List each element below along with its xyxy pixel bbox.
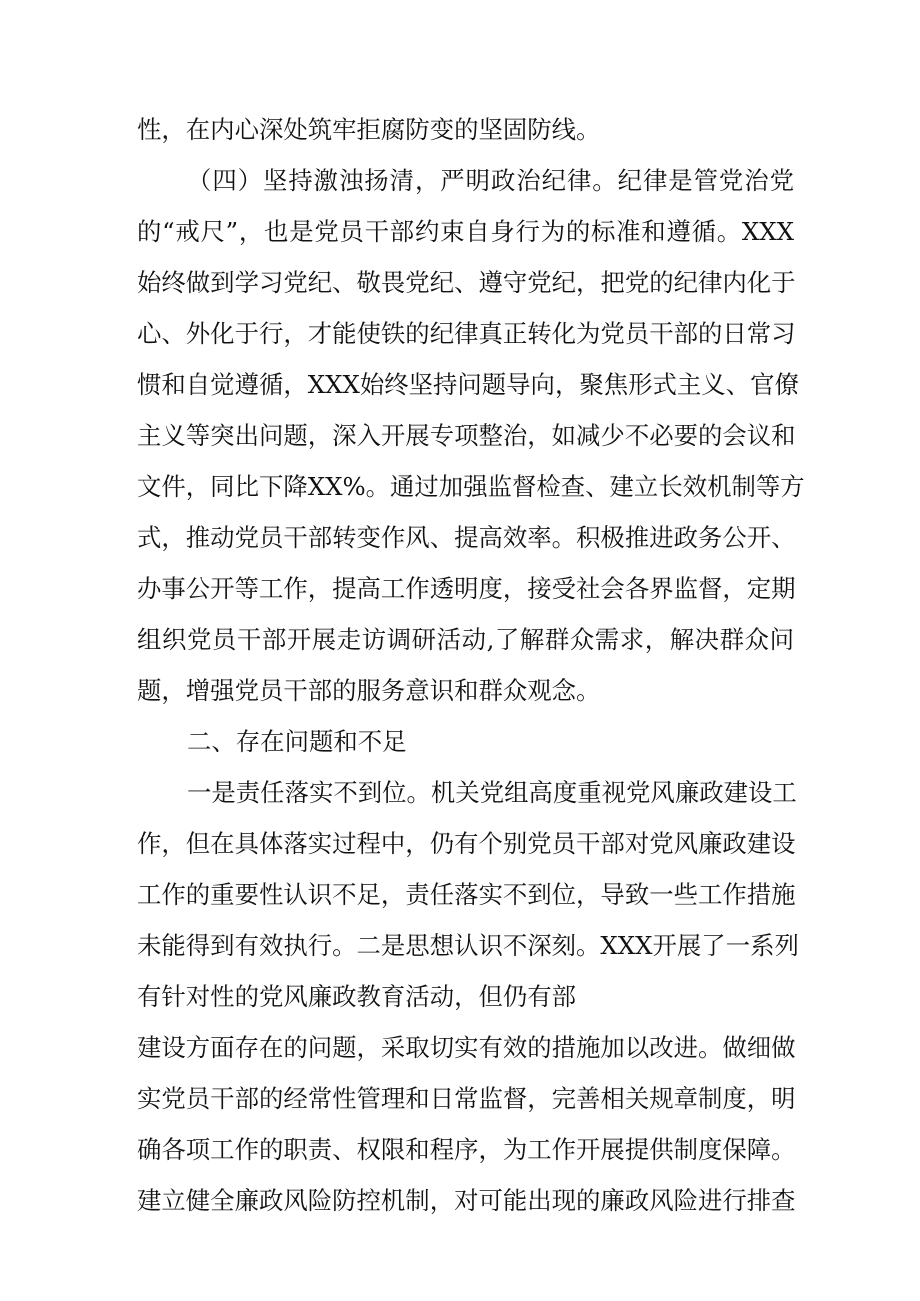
paragraph-line: 性，在内心深处筑牢拒腐防变的坚固防线。 [137,115,601,144]
paragraph-line: 工作的重要性认识不足，责任落实不到位，导致一些工作措施 [137,880,796,909]
paragraph-line: 实党员干部的经常性管理和日常监督，完善相关规章制度，明 [137,1084,796,1113]
paragraph-line: 建设方面存在的问题，采取切实有效的措施加以改进。做细做 [137,1033,796,1062]
paragraph-line: 始终做到学习党纪、敬畏党纪、遵守党纪，把党的纪律内化于 [137,268,796,297]
paragraph-line: 办事公开等工作，提高工作透明度，接受社会各界监督，定期 [137,574,796,603]
paragraph-line: 一是责任落实不到位。机关党组高度重视党风廉政建设工 [187,778,797,807]
paragraph-line: （四）坚持激浊扬清，严明政治纪律。纪律是管党治党 [187,166,794,195]
section-heading: 二、存在问题和不足 [187,727,407,756]
paragraph-line: 的“戒尺”，也是党员干部约束自身行为的标准和遵循。XXX [137,217,794,246]
paragraph-line: 心、外化于行，才能使铁的纪律真正转化为党员干部的日常习 [137,319,796,348]
paragraph-line: 文件，同比下降XX%。通过加强监督检查、建立长效机制等方 [137,472,805,501]
paragraph-line: 组织党员干部开展走访调研活动,了解群众需求，解决群众问 [137,625,794,654]
paragraph-line: 主义等突出问题，深入开展专项整治，如减少不必要的会议和 [137,421,796,450]
paragraph-line: 有针对性的党风廉政教育活动，但仍有部 [137,982,577,1011]
paragraph-line: 惯和自觉遵循，XXX始终坚持问题导向，聚焦形式主义、官僚 [137,370,799,399]
paragraph-line: 式，推动党员干部转变作风、提高效率。积极推进政务公开、 [137,523,796,552]
paragraph-line: 未能得到有效执行。二是思想认识不深刻。XXX开展了一系列 [137,931,799,960]
paragraph-line: 作，但在具体落实过程中，仍有个别党员干部对党风廉政建设 [137,829,796,858]
paragraph-line: 建立健全廉政风险防控机制，对可能出现的廉政风险进行排查 [137,1186,796,1215]
paragraph-line: 确各项工作的职责、权限和程序，为工作开展提供制度保障。 [137,1135,796,1164]
paragraph-line: 题，增强党员干部的服务意识和群众观念。 [137,676,601,705]
